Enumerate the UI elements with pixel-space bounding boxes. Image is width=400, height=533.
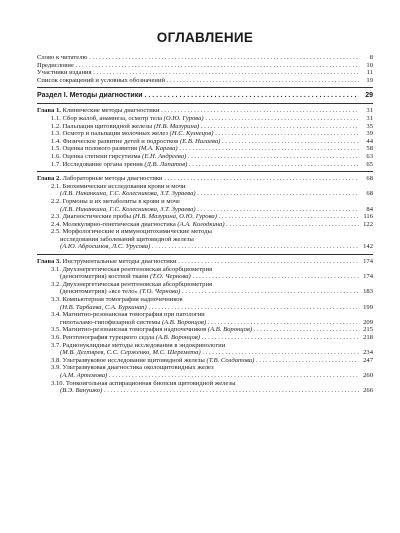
entry-title: Исследование органа зрения	[60, 160, 145, 168]
entry-line	[37, 69, 359, 77]
entry-title: Молекулярно-генетическая диагностика	[60, 220, 178, 228]
page-number: 10	[366, 61, 373, 69]
entry-row	[37, 372, 373, 380]
leader-dots	[163, 175, 359, 182]
toc-entry[interactable]	[37, 115, 373, 123]
page-number: 19	[366, 76, 373, 84]
entry-line	[37, 54, 359, 62]
leader-dots	[220, 138, 359, 145]
toc-entry[interactable]	[37, 364, 373, 379]
entry-row	[37, 387, 373, 395]
entry-author: (Д.В. Липатов)	[144, 160, 188, 168]
entry-number: 1.5.	[51, 145, 61, 153]
entry-line	[51, 115, 359, 123]
entry-number: 3.10.	[51, 379, 65, 387]
entry-line	[51, 145, 359, 153]
entry-number: 3.7.	[51, 341, 61, 349]
chapter-title: Клинические методы диагностики	[60, 107, 160, 115]
entry-label: Участники издания	[37, 69, 92, 77]
page-number: 11	[366, 69, 373, 77]
entry-line	[51, 281, 359, 289]
leader-dots	[74, 62, 359, 69]
leader-dots	[186, 153, 359, 160]
leader-dots	[177, 258, 359, 265]
entry-number: 3.1.	[51, 265, 61, 273]
toc-entry[interactable]	[37, 357, 373, 365]
entry-row	[37, 206, 373, 214]
entry-row	[37, 213, 373, 221]
entry-row	[37, 236, 373, 244]
toc-entry[interactable]	[37, 69, 373, 77]
entry-title: Тонкоигольная аспирационная биопсия щитовидной железы	[64, 379, 236, 387]
entry-author: (М.А. Карева)	[138, 145, 178, 153]
entry-row	[37, 198, 373, 206]
entry-line	[51, 326, 359, 334]
entry-title-cont: гипоталамо-гипофизарной системы	[60, 318, 162, 326]
entry-author: (А.Ю. Абросимов, Л.С. Урусова)	[60, 243, 151, 251]
entry-title: Двухэнергетическая рентгеновская абсорбциометрия	[60, 265, 213, 273]
entry-line	[37, 62, 359, 70]
entry-author: (Н.В. Мазурина)	[153, 122, 200, 130]
entry-label: Список сокращений и условных обозначений	[37, 76, 165, 84]
leader-dots	[213, 130, 359, 137]
entry-title: Гормоны и их метаболиты в крови и моче	[60, 197, 180, 205]
page-number: 199	[363, 303, 373, 311]
entry-author: (А.В. Воронцов)	[161, 318, 207, 326]
entry-line	[51, 213, 359, 221]
entry-number: 3.6.	[51, 334, 61, 341]
entry-line	[51, 221, 359, 229]
entry-row	[37, 190, 373, 198]
page-number: 234	[363, 349, 373, 357]
entry-author: (Т.О. Чернова)	[149, 273, 191, 281]
entry-number: 1.7.	[51, 160, 61, 168]
entry-author: (Л.В. Никанкина, Г.С. Колесникова, З.Т. Зураева)	[60, 190, 196, 198]
entry-line	[37, 107, 359, 115]
chapter-title: Лабораторные методы диагностики	[60, 175, 163, 183]
entry-row	[37, 161, 373, 169]
entry-author: (А.В. Воронцов)	[207, 326, 253, 334]
entry-title: Оценка степени гирсутизма	[60, 152, 143, 160]
entry-row	[37, 311, 373, 319]
entry-number: 1.2.	[51, 122, 61, 130]
entry-number: 3.9.	[51, 364, 61, 372]
toc-entry[interactable]	[37, 54, 373, 62]
entry-author: (В.Э. Ванушко)	[60, 387, 103, 395]
entry-line	[51, 198, 359, 206]
entry-row	[37, 130, 373, 138]
entry-line	[51, 311, 359, 319]
entry-line	[60, 304, 359, 312]
entry-title: Сбор жалоб, анамнеза, осмотр тела	[60, 114, 164, 122]
entry-author: (О.Ю. Гурова)	[163, 114, 204, 122]
leader-dots	[225, 221, 359, 228]
entry-author: (А.М. Артемова)	[60, 371, 108, 379]
entry-author: (Т.В. Солдатова)	[206, 356, 255, 364]
entry-row	[37, 349, 373, 357]
entry-label: Слово к читателю	[37, 54, 88, 61]
entry-row	[37, 342, 373, 350]
leader-dots	[254, 357, 359, 364]
leader-dots	[147, 304, 359, 311]
divider	[37, 87, 373, 88]
toc-entry[interactable]	[37, 326, 373, 334]
entry-row	[37, 138, 373, 146]
leader-dots	[252, 326, 359, 333]
leader-dots	[165, 77, 359, 84]
entry-author: (Н.В. Тарбаева, С.А. Буркинаn)	[60, 303, 147, 311]
toc-entry[interactable]	[37, 62, 373, 70]
chapter-1	[37, 107, 373, 168]
entry-line	[37, 175, 359, 183]
chapter-3	[37, 258, 373, 395]
entry-line	[51, 228, 359, 236]
page-number: 247	[363, 356, 373, 364]
entry-author: (А.В. Воронцов)	[155, 334, 200, 341]
entry-number: 1.4.	[51, 137, 61, 145]
toc-entry[interactable]	[37, 334, 373, 342]
entry-number: 1.3.	[51, 130, 61, 138]
entry-number: 2.1.	[51, 182, 61, 190]
front-matter-list	[37, 54, 373, 84]
page-number: 266	[363, 387, 373, 395]
chapter-label: Глава 3.	[37, 258, 61, 266]
entry-title-cont: исследования заболеваний щитовидной железы	[60, 235, 194, 243]
toc-entry[interactable]	[37, 221, 373, 229]
entry-line	[51, 130, 359, 138]
leader-dots	[201, 349, 359, 356]
divider	[37, 171, 373, 172]
toc-entry[interactable]	[37, 342, 373, 357]
entry-row	[37, 304, 373, 312]
leader-dots	[87, 54, 359, 61]
entry-row	[37, 221, 373, 229]
section-heading[interactable]	[37, 91, 373, 100]
entry-row	[37, 281, 373, 289]
entry-row	[37, 364, 373, 372]
entry-number: 2.4.	[51, 220, 61, 228]
entry-line	[37, 258, 359, 266]
entry-title: Радионуклидные методы исследования в эндокринологии	[60, 341, 226, 349]
entry-row	[37, 380, 373, 388]
entry-line	[51, 334, 359, 342]
chapter-title: Инструментальные методы диагностики	[60, 258, 177, 266]
leader-dots	[102, 387, 359, 394]
toc-entry[interactable]	[37, 77, 373, 85]
entry-line	[60, 206, 359, 214]
entry-line	[51, 183, 359, 191]
page-number: 215	[363, 326, 373, 334]
section-label: Раздел I. Методы диагностики	[37, 92, 143, 100]
entry-row	[37, 183, 373, 191]
entry-title: Ультразвуковое исследование щитовидной железы	[60, 356, 207, 364]
entry-row	[37, 145, 373, 153]
page-number: 65	[366, 160, 373, 168]
leader-dots	[204, 115, 359, 122]
entry-line	[60, 372, 359, 380]
toc-entry[interactable]	[37, 311, 373, 326]
page-number: 122	[363, 220, 373, 228]
toc-entry[interactable]	[37, 145, 373, 153]
entry-number: 3.8.	[51, 356, 61, 364]
entry-line	[51, 380, 359, 388]
entry-line	[60, 319, 359, 327]
entry-title: Оценка полового развития	[60, 145, 139, 153]
entry-author: (Т.О. Чернова)	[139, 288, 181, 296]
page-number: 260	[363, 371, 373, 379]
page-number: 84	[366, 205, 373, 213]
entry-author: (Н.В. Мазурина, О.Ю. Гурова)	[132, 213, 217, 221]
entry-row	[37, 153, 373, 161]
entry-title-cont: (денситометрия) костной ткани	[60, 273, 150, 281]
entry-title: Биохимические исследования крови и мочи	[60, 182, 186, 190]
entry-number: 1.6.	[51, 152, 61, 160]
page-number: 31	[366, 114, 373, 122]
entry-author: (М.В. Дегтярев, С.С. Серженко, М.С. Шеремета)	[60, 349, 201, 357]
divider	[37, 103, 373, 104]
entry-title: Компьютерная томография надпочечников	[60, 296, 183, 304]
toc-entry[interactable]	[37, 213, 373, 221]
leader-dots	[187, 161, 359, 168]
entry-number: 3.5.	[51, 326, 61, 334]
leader-dots	[199, 123, 359, 130]
entry-author: (Н.С. Кузнецов)	[169, 130, 214, 138]
entry-title: Диагностические пробы	[60, 213, 133, 221]
chapter-heading[interactable]	[37, 258, 373, 266]
page-number: 58	[366, 145, 373, 153]
leader-dots	[159, 107, 359, 114]
toc-entry[interactable]	[37, 228, 373, 251]
entry-title: Рентгенография турецкого седла	[60, 334, 156, 341]
entry-line	[60, 349, 359, 357]
entry-title: Двухэнергетическая рентгеновская абсорбциометрия	[60, 280, 213, 288]
entry-line	[51, 138, 359, 146]
entry-line	[60, 273, 359, 281]
entry-row	[37, 288, 373, 296]
leader-dots	[217, 213, 359, 220]
entry-row	[37, 296, 373, 304]
entry-line	[60, 387, 359, 395]
entry-number: 1.1.	[51, 114, 61, 122]
toc-entry[interactable]	[37, 296, 373, 311]
entry-number: 3.4.	[51, 311, 61, 319]
entry-title: Осмотр и пальпация молочных желез	[60, 130, 170, 138]
entry-title: Пальпация щитовидной железы	[60, 122, 154, 130]
leader-dots	[196, 190, 359, 197]
toc-entry[interactable]	[37, 281, 373, 296]
entry-row	[37, 319, 373, 327]
page-number: 174	[363, 273, 373, 281]
chapter-heading[interactable]	[37, 175, 373, 183]
entry-row	[37, 334, 373, 342]
page-number: 31	[366, 107, 373, 115]
entry-line	[51, 123, 359, 131]
entry-line	[51, 153, 359, 161]
entry-author: (А.А. Колодкина)	[177, 220, 225, 228]
page-number: 116	[363, 213, 373, 221]
page-number: 68	[366, 190, 373, 198]
entry-number: 3.3.	[51, 296, 61, 304]
entry-number: 2.5.	[51, 228, 61, 236]
entry-title-cont: (денситометрия) «все тело»	[60, 288, 140, 296]
chapter-label: Глава 2.	[37, 175, 61, 183]
page-number: 35	[366, 122, 373, 130]
entry-row	[37, 273, 373, 281]
page-number: 183	[363, 288, 373, 296]
entry-title: Физическое развитие детей и подростков	[60, 137, 180, 145]
divider	[37, 254, 373, 255]
entry-line	[60, 243, 359, 251]
page-number: 8	[369, 54, 373, 61]
entry-line	[51, 342, 359, 350]
toc-entry[interactable]	[37, 380, 373, 395]
page-number: 39	[366, 130, 373, 138]
entry-number: 2.2.	[51, 197, 61, 205]
entry-author: (Л.В. Никанкина, Г.С. Колесникова, З.Т. Зураева)	[60, 205, 196, 213]
leader-dots	[107, 372, 359, 379]
page-title: ОГЛАВЛЕНИЕ	[156, 30, 254, 45]
leader-dots	[178, 145, 359, 152]
page-number: 68	[366, 175, 373, 183]
toc-entry[interactable]	[37, 130, 373, 138]
leader-dots	[196, 206, 359, 213]
entry-line	[60, 190, 359, 198]
entry-line	[51, 364, 359, 372]
entry-row	[37, 228, 373, 236]
toc-entry[interactable]	[37, 183, 373, 198]
entry-row	[37, 357, 373, 365]
entry-line	[51, 266, 359, 274]
page-number: 218	[363, 334, 373, 341]
entry-label: Предисловие	[37, 61, 74, 69]
leader-dots	[92, 69, 359, 76]
toc-entry[interactable]	[37, 138, 373, 146]
entry-number: 3.2.	[51, 280, 61, 288]
leader-dots	[206, 319, 359, 326]
toc-entry[interactable]	[37, 123, 373, 131]
entry-title: Морфологические и иммуноцитохимические методы	[60, 228, 212, 236]
entry-title: Ультразвуковая диагностика околощитовидных желез	[60, 364, 214, 372]
toc-entry[interactable]	[37, 161, 373, 169]
leader-dots	[191, 273, 359, 280]
entry-author: (Е.В. Нагаева)	[179, 137, 221, 145]
leader-dots	[143, 92, 359, 99]
entry-line	[51, 296, 359, 304]
entry-line	[60, 288, 359, 296]
page-number: 142	[363, 243, 373, 251]
page-number: 63	[366, 152, 373, 160]
entry-row	[37, 243, 373, 251]
entry-row	[37, 326, 373, 334]
entry-number: 2.3.	[51, 213, 61, 221]
page-number: 44	[366, 137, 373, 145]
entry-row	[37, 123, 373, 131]
leader-dots	[180, 288, 359, 295]
page-number: 209	[363, 318, 373, 326]
chapter-2	[37, 175, 373, 251]
entry-line	[51, 161, 359, 169]
entry-line	[60, 236, 359, 244]
toc-entry[interactable]	[37, 198, 373, 213]
entry-title: Магнитно-резонансная томография надпочечников	[60, 326, 208, 334]
entry-row	[37, 115, 373, 123]
page-number: 29	[365, 92, 373, 100]
entry-row	[37, 266, 373, 274]
entry-line	[51, 357, 359, 365]
page-number: 174	[363, 258, 373, 266]
leader-dots	[150, 243, 359, 250]
toc-entry[interactable]	[37, 153, 373, 161]
entry-line	[37, 77, 359, 85]
leader-dots	[200, 334, 359, 341]
entry-title: Магнитно-резонансная томография при патологии	[60, 311, 205, 319]
chapter-label: Глава 1.	[37, 107, 61, 115]
entry-author: (Е.Н. Андреева)	[142, 152, 187, 160]
chapter-heading[interactable]	[37, 107, 373, 115]
toc-entry[interactable]	[37, 266, 373, 281]
